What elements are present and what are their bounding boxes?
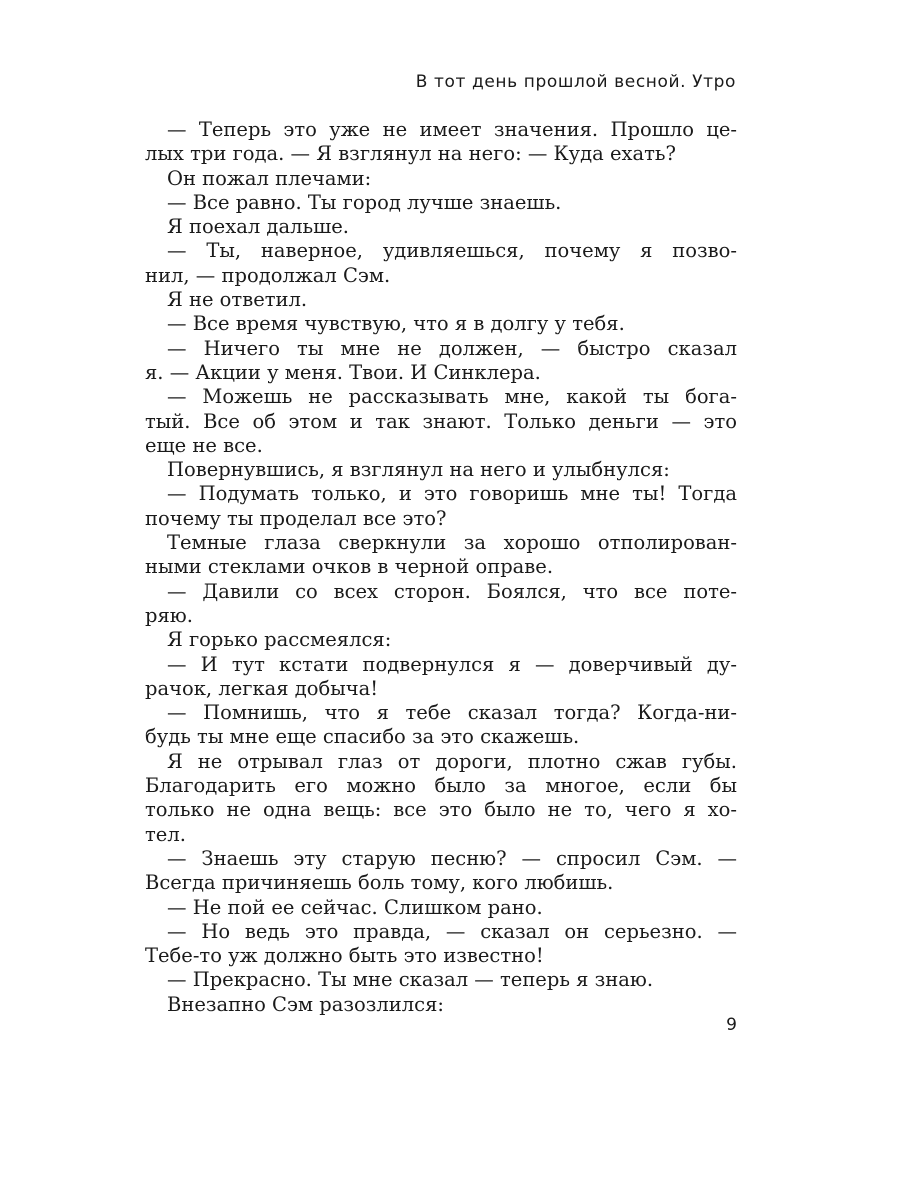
paragraph — [145, 920, 737, 969]
text-line: рачок, легкая добыча! — [145, 676, 379, 700]
paragraph — [145, 531, 737, 580]
paragraph — [145, 312, 737, 336]
text-line: Он пожал плечами: — [167, 166, 372, 190]
paragraph — [145, 580, 737, 629]
text-line: лых три года. — Я взглянул на него: — Куда ехать? — [145, 142, 676, 166]
paragraph — [145, 288, 737, 312]
text-line: тел. — [145, 822, 186, 846]
body-text — [145, 118, 737, 1017]
text-line: — Все время чувствую, что я в долгу у тебя. — [167, 312, 625, 336]
text-line: только не одна вещь: все это было не то, чего я хо- — [145, 798, 737, 822]
text-line: Тебе-то уж должно быть это известно! — [145, 944, 544, 968]
page-number: 9 — [726, 1015, 737, 1035]
paragraph — [145, 653, 737, 702]
text-line: Я не ответил. — [167, 288, 308, 312]
paragraph — [145, 750, 737, 847]
paragraph — [145, 458, 737, 482]
text-line: — Ты, наверное, удивляешься, почему я позво- — [167, 239, 737, 263]
text-line: ряю. — [145, 603, 193, 627]
paragraph — [145, 701, 737, 750]
running-head: В тот день прошлой весной. Утро — [415, 72, 736, 92]
text-line: почему ты проделал все это? — [145, 506, 447, 530]
paragraph — [145, 167, 737, 191]
paragraph — [145, 385, 737, 458]
text-line: — Ничего ты мне не должен, — быстро сказал — [167, 336, 737, 360]
text-line: — Давили со всех сторон. Боялся, что все поте- — [167, 579, 737, 603]
paragraph — [145, 118, 737, 167]
text-line: — Подумать только, и это говоришь мне ты! Тогда — [167, 482, 737, 506]
paragraph — [145, 993, 737, 1017]
text-line: Благодарить его можно было за многое, если бы — [145, 774, 737, 798]
paragraph — [145, 482, 737, 531]
text-line: — Все равно. Ты город лучше знаешь. — [167, 190, 562, 214]
text-line: — Теперь это уже не имеет значения. Прошло це- — [167, 118, 737, 141]
paragraph — [145, 896, 737, 920]
text-line: — Можешь не рассказывать мне, какой ты бога- — [167, 385, 737, 409]
paragraph — [145, 968, 737, 992]
text-line: Я горько рассмеялся: — [167, 628, 392, 652]
text-line: будь ты мне еще спасибо за это скажешь. — [145, 725, 580, 749]
text-line: — Не пой ее сейчас. Слишком рано. — [167, 895, 543, 919]
paragraph — [145, 337, 737, 386]
paragraph — [145, 847, 737, 896]
text-line: — Помнишь, что я тебе сказал тогда? Когда-ни- — [167, 701, 737, 725]
text-line: тый. Все об этом и так знают. Только деньги — это — [145, 409, 737, 433]
text-line: я. — Акции у меня. Твои. И Синклера. — [145, 360, 541, 384]
text-line: — Но ведь это правда, — сказал он серьезно. — — [167, 919, 737, 943]
text-line: Внезапно Сэм разозлился: — [167, 992, 444, 1016]
text-line: Я не отрывал глаз от дороги, плотно сжав губы. — [167, 749, 737, 773]
paragraph — [145, 239, 737, 288]
paragraph — [145, 215, 737, 239]
paragraph — [145, 628, 737, 652]
paragraph — [145, 191, 737, 215]
text-line: еще не все. — [145, 433, 263, 457]
text-line: Я поехал дальше. — [167, 215, 349, 239]
text-line: — Прекрасно. Ты мне сказал — теперь я знаю. — [167, 968, 654, 992]
text-line: — Знаешь эту старую песню? — спросил Сэм. — — [167, 846, 737, 870]
text-line: Повернувшись, я взглянул на него и улыбнулся: — [167, 458, 670, 482]
text-line: Всегда причиняешь боль тому, кого любишь. — [145, 871, 614, 895]
text-line: Темные глаза сверкнули за хорошо отполирован- — [167, 531, 737, 555]
text-line: нил, — продолжал Сэм. — [145, 263, 391, 287]
text-line: — И тут кстати подвернулся я — доверчивый ду- — [167, 652, 737, 676]
text-line: ными стеклами очков в черной оправе. — [145, 555, 554, 579]
